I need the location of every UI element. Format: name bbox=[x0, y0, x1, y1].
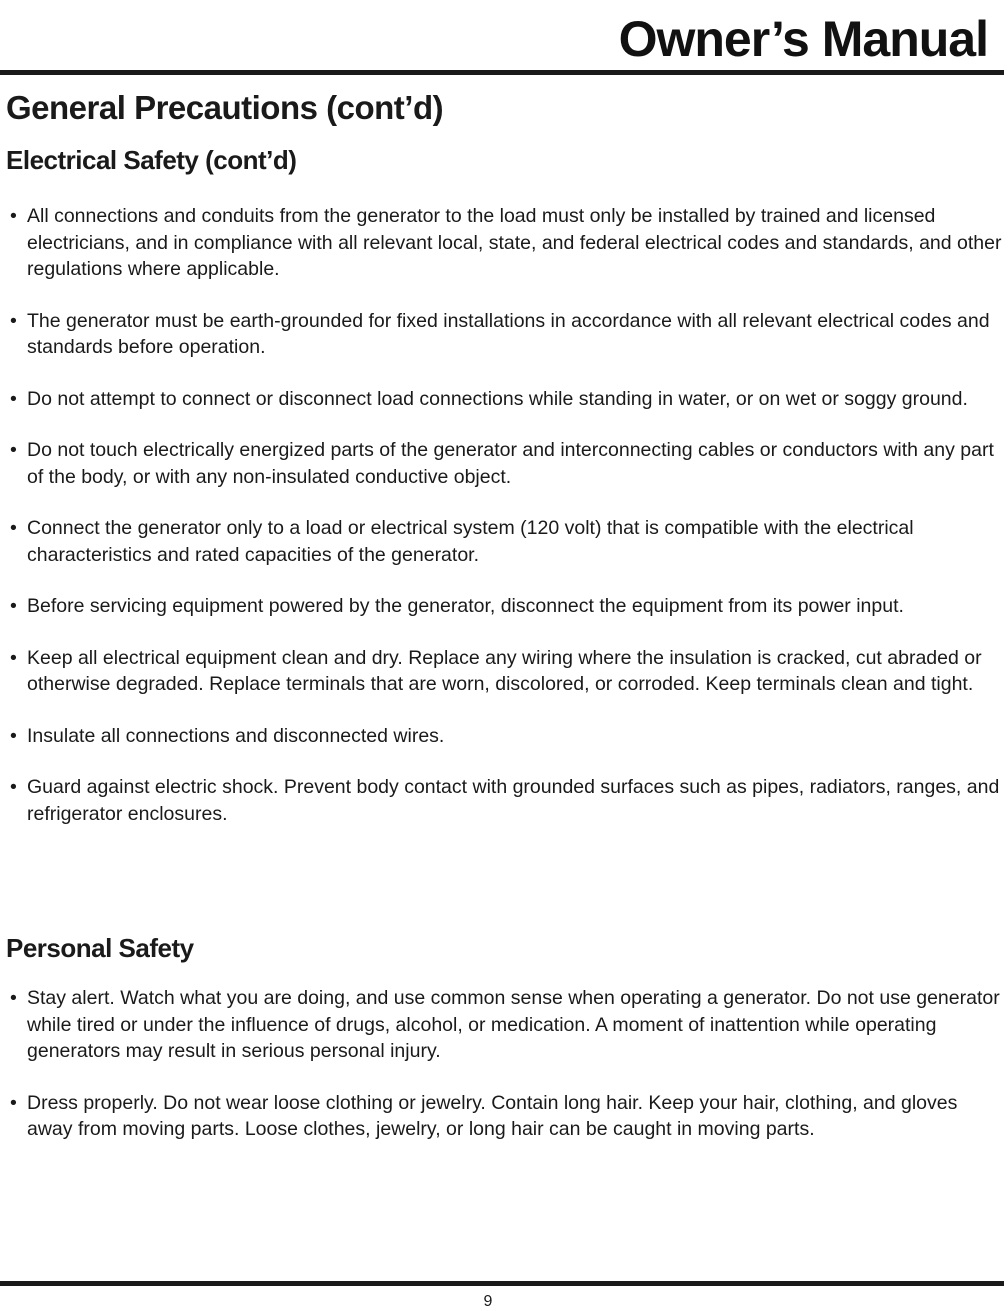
bullet-text: Do not attempt to connect or disconnect load connections while standing in water, or on wet or soggy ground. bbox=[27, 387, 968, 410]
electrical-safety-heading: Electrical Safety (cont’d) bbox=[6, 145, 297, 175]
bullet-icon: • bbox=[10, 595, 17, 617]
bullet-text: Dress properly. Do not wear loose clothing or jewelry. Contain long hair. Keep your hair, clothing, and gloves away from moving parts. Loose clothes, jewelry, or long hair can be caught in moving parts. bbox=[27, 1091, 958, 1140]
bullet-icon: • bbox=[10, 205, 17, 227]
list-item bbox=[10, 774, 1006, 827]
footer-divider bbox=[0, 1281, 1004, 1286]
list-item bbox=[10, 308, 1006, 361]
list-item bbox=[10, 723, 1006, 750]
bullet-icon: • bbox=[10, 517, 17, 539]
bullet-text: Insulate all connections and disconnected wires. bbox=[27, 724, 445, 747]
bullet-icon: • bbox=[10, 724, 17, 747]
bullet-text: Do not touch electrically energized parts of the generator and interconnecting cables or conductors with any part of the body, or with any non-insulated conductive object. bbox=[27, 439, 994, 488]
bullet-icon: • bbox=[10, 646, 17, 669]
bullet-icon: • bbox=[10, 439, 17, 461]
list-item bbox=[10, 1090, 1006, 1143]
list-item bbox=[10, 985, 1006, 1065]
bullet-icon: • bbox=[10, 1091, 17, 1114]
bullet-icon: • bbox=[10, 387, 17, 410]
bullet-icon: • bbox=[10, 987, 17, 1009]
list-item bbox=[10, 386, 1006, 413]
bullet-text: Keep all electrical equipment clean and dry. Replace any wiring where the insulation is cracked, cut abraded or otherwise degraded. Replace terminals that are worn, discolored, or corroded. Keep terminals clean and tight. bbox=[27, 646, 982, 695]
section-title: General Precautions (cont’d) bbox=[6, 89, 444, 126]
personal-safety-heading: Personal Safety bbox=[6, 933, 194, 963]
bullet-text: Connect the generator only to a load or electrical system (120 volt) that is compatible with the electrical characteristics and rated capacities of the generator. bbox=[27, 517, 914, 566]
bullet-text: All connections and conduits from the generator to the load must only be installed by trained and licensed electricians, and in compliance with all relevant local, state, and federal electrical codes and standards, and other regulations where applicable. bbox=[27, 205, 1002, 280]
bullet-text: The generator must be earth-grounded for fixed installations in accordance with all relevant electrical codes and standards before operation. bbox=[27, 309, 990, 358]
bullet-text: Guard against electric shock. Prevent body contact with grounded surfaces such as pipes, radiators, ranges, and refrigerator enclosures. bbox=[27, 776, 1000, 825]
personal-safety-list bbox=[10, 985, 1006, 1168]
page-number: 9 bbox=[483, 1293, 493, 1310]
bullet-icon: • bbox=[10, 776, 17, 798]
manual-title: Owner’s Manual bbox=[618, 11, 988, 67]
bullet-icon: • bbox=[10, 309, 17, 332]
bullet-text: Before servicing equipment powered by the generator, disconnect the equipment from its power input. bbox=[27, 595, 904, 617]
electrical-safety-list bbox=[10, 203, 1006, 852]
list-item bbox=[10, 437, 1006, 490]
bullet-text: Stay alert. Watch what you are doing, and use common sense when operating a generator. Do not use generator while tired or under the influence of drugs, alcohol, or medication. A moment of inattention while operating generators may result in serious personal injury. bbox=[27, 987, 1000, 1062]
list-item bbox=[10, 645, 1006, 698]
list-item bbox=[10, 515, 1006, 568]
list-item bbox=[10, 203, 1006, 283]
header-divider bbox=[0, 70, 1004, 75]
list-item bbox=[10, 593, 1006, 620]
